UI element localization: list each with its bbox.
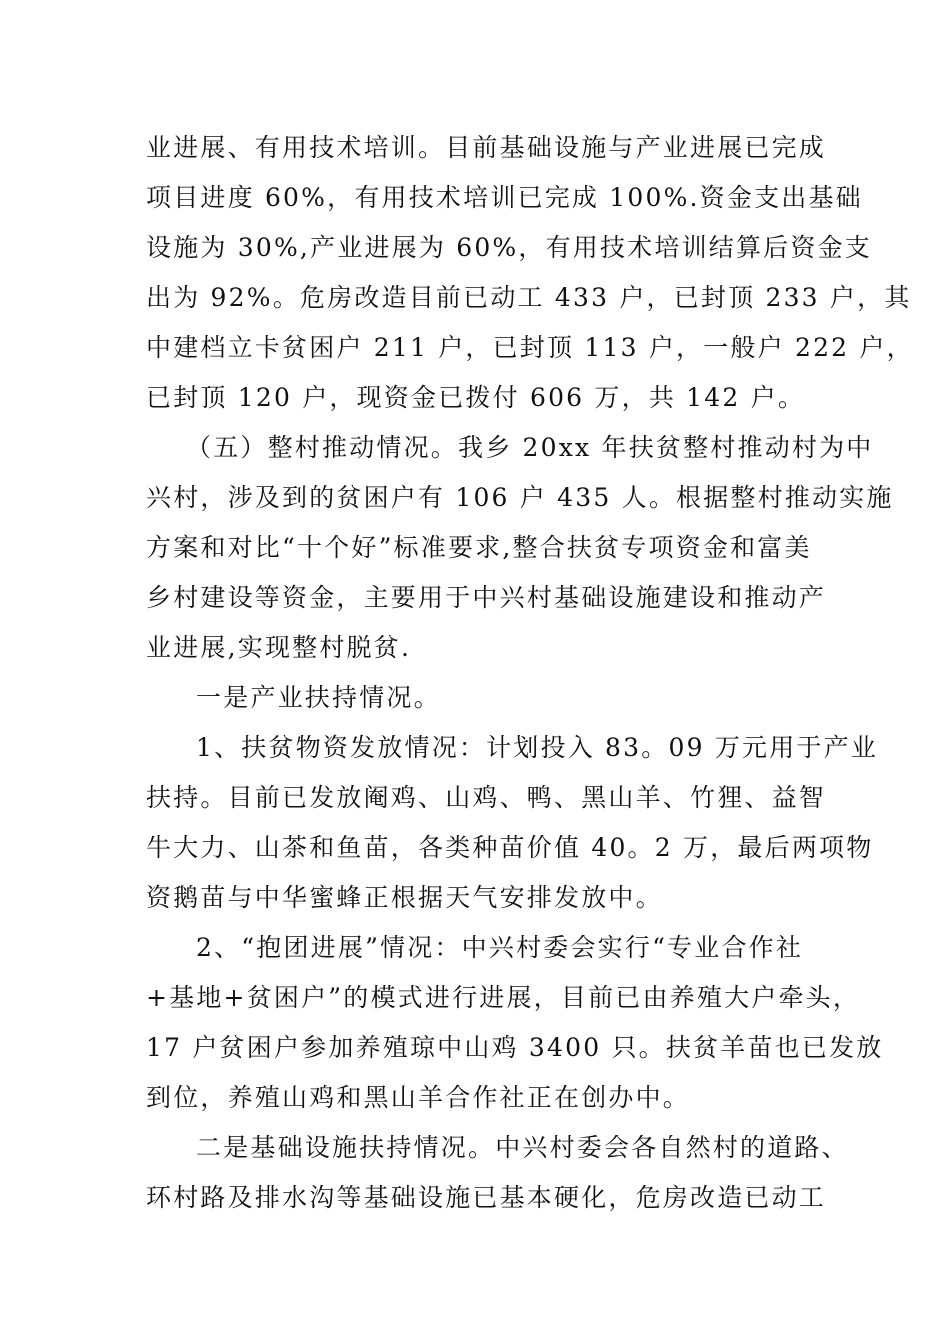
text-line: 业进展、有用技术培训。目前基础设施与产业进展已完成 <box>146 133 827 162</box>
text-line: 17 户贫困户参加养殖琼中山鸡 3400 只。扶贫羊苗也已发放 <box>146 1033 884 1062</box>
paragraph-start-line: 2、“抱团进展”情况：中兴村委会实行“专业合作社 <box>196 933 804 962</box>
paragraph-start-line: 1、扶贫物资发放情况：计划投入 83。09 万元用于产业 <box>196 733 879 762</box>
paragraph-start-line: 一是产业扶持情况。 <box>196 683 441 712</box>
text-line: +基地+贫困户”的模式进行进展，目前已由养殖大户牵头， <box>146 983 861 1012</box>
paragraph-start-line: （五）整村推动情况。我乡 20xx 年扶贫整村推动村为中 <box>186 433 874 462</box>
text-line: 中建档立卡贫困户 211 户，已封顶 113 户，一般户 222 户， <box>146 333 914 362</box>
text-line: 牛大力、山茶和鱼苗，各类种苗价值 40。2 万，最后两项物 <box>146 833 874 862</box>
text-line: 项目进度 60%，有用技术培训已完成 100%.资金支出基础 <box>146 183 863 212</box>
text-line: 环村路及排水沟等基础设施已基本硬化，危房改造已动工 <box>146 1183 827 1212</box>
paragraph-start-line: 二是基础设施扶持情况。中兴村委会各自然村的道路、 <box>196 1133 849 1162</box>
text-line: 已封顶 120 户，现资金已拨付 606 万，共 142 户。 <box>146 383 806 412</box>
text-line: 扶持。目前已发放阉鸡、山鸡、鸭、黑山羊、竹狸、益智 <box>146 783 827 812</box>
text-line: 到位，养殖山鸡和黑山羊合作社正在创办中。 <box>146 1083 691 1112</box>
text-line: 兴村，涉及到的贫困户有 106 户 435 人。根据整村推动实施 <box>146 483 894 512</box>
text-line: 业进展,实现整村脱贫. <box>146 633 412 662</box>
text-line: 方案和对比“十个好”标准要求,整合扶贫专项资金和富美 <box>146 533 812 562</box>
text-line: 乡村建设等资金，主要用于中兴村基础设施建设和推动产 <box>146 583 827 612</box>
text-line: 资鹅苗与中华蜜蜂正根据天气安排发放中。 <box>146 883 663 912</box>
text-line: 出为 92%。危房改造目前已动工 433 户，已封顶 233 户，其 <box>146 283 912 312</box>
text-line: 设施为 30%,产业进展为 60%，有用技术培训结算后资金支 <box>146 233 872 262</box>
